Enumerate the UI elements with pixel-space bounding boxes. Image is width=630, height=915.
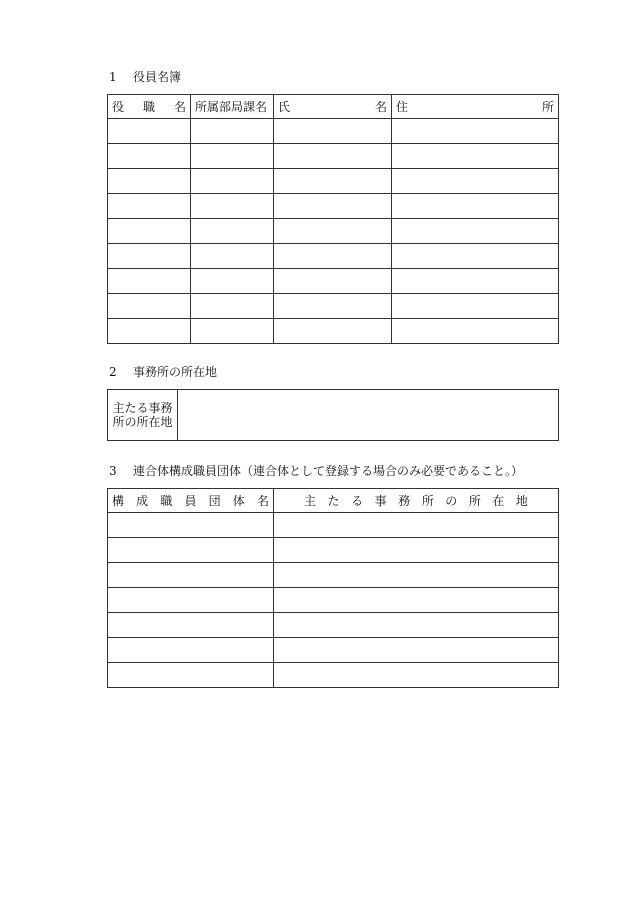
- officers-table-row-cell[interactable]: [274, 319, 392, 344]
- col-header-main-office-address-label-char: る: [351, 493, 364, 508]
- member-organizations-row-cell[interactable]: [274, 613, 559, 638]
- col-header-name-label-char: 名: [374, 99, 387, 114]
- officers-table-row-cell[interactable]: [274, 244, 392, 269]
- member-organizations-row: [108, 613, 559, 638]
- officers-table-row-cell[interactable]: [274, 219, 392, 244]
- member-organizations-row-cell[interactable]: [274, 513, 559, 538]
- officers-table-row-cell[interactable]: [392, 269, 559, 294]
- col-header-address-label: [392, 100, 558, 114]
- section-1-title: 役員名簿: [133, 70, 182, 84]
- officers-table-row-cell[interactable]: [392, 319, 559, 344]
- col-header-position: [108, 95, 191, 119]
- member-organizations-row-cell[interactable]: [108, 538, 274, 563]
- col-header-main-office-address-label-char: 在: [492, 493, 505, 508]
- col-header-address: [392, 95, 559, 119]
- col-header-main-office-address-label-char: た: [327, 493, 340, 508]
- member-organizations-row-cell[interactable]: [274, 563, 559, 588]
- member-organizations-header: [108, 489, 559, 513]
- officers-table-row: [108, 244, 559, 269]
- col-header-main-office-address-label-char: 務: [398, 493, 411, 508]
- officers-table-row-cell[interactable]: [108, 119, 191, 144]
- officers-table-row-cell[interactable]: [108, 294, 191, 319]
- officers-table: [107, 94, 559, 344]
- officers-table-row: [108, 219, 559, 244]
- officers-table-body: [108, 119, 559, 344]
- officers-table-row-cell[interactable]: [274, 194, 392, 219]
- officers-table-row: [108, 294, 559, 319]
- officers-table-row-cell[interactable]: [392, 144, 559, 169]
- col-header-main-office-address-label-char: の: [445, 493, 458, 508]
- officers-table-row: [108, 169, 559, 194]
- officers-table-row-cell[interactable]: [108, 319, 191, 344]
- col-header-position-label-char: 役: [112, 99, 125, 114]
- officers-table-row-cell[interactable]: [108, 169, 191, 194]
- col-header-name-label-char: 氏: [278, 99, 291, 114]
- member-organizations-row-cell[interactable]: [274, 663, 559, 688]
- officers-table-row-cell[interactable]: [191, 144, 274, 169]
- member-organizations-row: [108, 663, 559, 688]
- member-organizations-row-cell[interactable]: [108, 513, 274, 538]
- member-organizations-row-cell[interactable]: [108, 638, 274, 663]
- office-address-label-line2: 所の所在地: [112, 415, 173, 429]
- col-header-main-office-address-label-char: 事: [374, 493, 387, 508]
- member-organizations-row: [108, 563, 559, 588]
- col-header-organization-name-label-char: 職: [160, 493, 173, 508]
- col-header-organization-name-label-char: 員: [184, 493, 197, 508]
- section-3-title: 連合体構成職員団体（連合体として登録する場合のみ必要であること。）: [133, 464, 524, 478]
- officers-table-row-cell[interactable]: [191, 244, 274, 269]
- office-address-value[interactable]: [178, 390, 559, 441]
- officers-table-row-cell[interactable]: [274, 169, 392, 194]
- section-1-heading: [109, 69, 181, 85]
- office-address-label: [108, 390, 178, 441]
- officers-table-row-cell[interactable]: [108, 194, 191, 219]
- officers-table-row-cell[interactable]: [108, 219, 191, 244]
- section-2-title: 事務所の所在地: [133, 365, 218, 379]
- section-2-heading: [109, 364, 217, 380]
- member-organizations-row-cell[interactable]: [108, 563, 274, 588]
- member-organizations-row-cell[interactable]: [108, 613, 274, 638]
- officers-table-header: [108, 95, 559, 119]
- member-organizations-table: [107, 488, 559, 688]
- col-header-position-label: [108, 100, 190, 114]
- member-organizations-body: [108, 513, 559, 688]
- col-header-organization-name-label-char: 成: [136, 493, 149, 508]
- col-header-organization-name-label-char: 名: [256, 493, 269, 508]
- section-3-heading: [109, 463, 523, 479]
- section-1-number: 1: [109, 70, 117, 84]
- officers-table-row: [108, 194, 559, 219]
- officers-table-row-cell[interactable]: [274, 119, 392, 144]
- member-organizations-row-cell[interactable]: [274, 588, 559, 613]
- officers-table-row: [108, 269, 559, 294]
- officers-table-row-cell[interactable]: [274, 294, 392, 319]
- member-organizations-row: [108, 638, 559, 663]
- officers-table-row: [108, 119, 559, 144]
- col-header-department-label-char: 所属部局課名: [195, 99, 268, 114]
- member-organizations-row: [108, 588, 559, 613]
- col-header-name: [274, 95, 392, 119]
- officers-table-row-cell[interactable]: [274, 269, 392, 294]
- officers-table-row-cell[interactable]: [191, 269, 274, 294]
- officers-table-row-cell[interactable]: [392, 294, 559, 319]
- member-organizations-row: [108, 538, 559, 563]
- col-header-main-office-address-label-char: 所: [421, 493, 434, 508]
- col-header-main-office-address-label-char: 地: [515, 493, 528, 508]
- section-3-number: 3: [109, 464, 117, 478]
- officers-table-row: [108, 319, 559, 344]
- col-header-address-label-char: 住: [396, 99, 409, 114]
- member-organizations-row-cell[interactable]: [108, 588, 274, 613]
- office-address-table: [107, 389, 559, 441]
- officers-table-row-cell[interactable]: [191, 194, 274, 219]
- col-header-organization-name: [108, 489, 274, 513]
- office-address-label-line1: 主たる事務: [112, 401, 173, 415]
- col-header-name-label: [274, 100, 391, 114]
- officers-table-row-cell[interactable]: [191, 119, 274, 144]
- section-2-number: 2: [109, 365, 117, 379]
- col-header-main-office-address-label-char: 主: [304, 493, 317, 508]
- officers-table-row-cell[interactable]: [108, 144, 191, 169]
- member-organizations-row-cell[interactable]: [274, 538, 559, 563]
- officers-table-row-cell[interactable]: [392, 244, 559, 269]
- officers-table-row-cell[interactable]: [392, 169, 559, 194]
- col-header-main-office-address-label-char: 所: [468, 493, 481, 508]
- officers-table-row: [108, 144, 559, 169]
- member-organizations-row: [108, 513, 559, 538]
- officers-table-row-cell[interactable]: [191, 294, 274, 319]
- col-header-organization-name-label-char: 体: [232, 493, 245, 508]
- col-header-organization-name-label: [108, 494, 273, 508]
- officers-table-row-cell[interactable]: [108, 244, 191, 269]
- officers-table-row-cell[interactable]: [392, 194, 559, 219]
- col-header-department: [191, 95, 274, 119]
- officers-table-row-cell[interactable]: [392, 119, 559, 144]
- col-header-department-label: [191, 100, 273, 114]
- officers-table-row-cell[interactable]: [191, 319, 274, 344]
- officers-table-row-cell[interactable]: [108, 269, 191, 294]
- officers-table-row-cell[interactable]: [274, 144, 392, 169]
- col-header-main-office-address: [274, 489, 559, 513]
- col-header-organization-name-label-char: 構: [112, 493, 125, 508]
- col-header-position-label-char: 職: [142, 99, 155, 114]
- officers-table-row-cell[interactable]: [392, 219, 559, 244]
- member-organizations-row-cell[interactable]: [108, 663, 274, 688]
- col-header-position-label-char: 名: [173, 99, 186, 114]
- officers-table-row-cell[interactable]: [191, 219, 274, 244]
- member-organizations-row-cell[interactable]: [274, 638, 559, 663]
- officers-table-row-cell[interactable]: [191, 169, 274, 194]
- col-header-organization-name-label-char: 団: [208, 493, 221, 508]
- col-header-address-label-char: 所: [541, 99, 554, 114]
- col-header-main-office-address-label: [274, 494, 558, 508]
